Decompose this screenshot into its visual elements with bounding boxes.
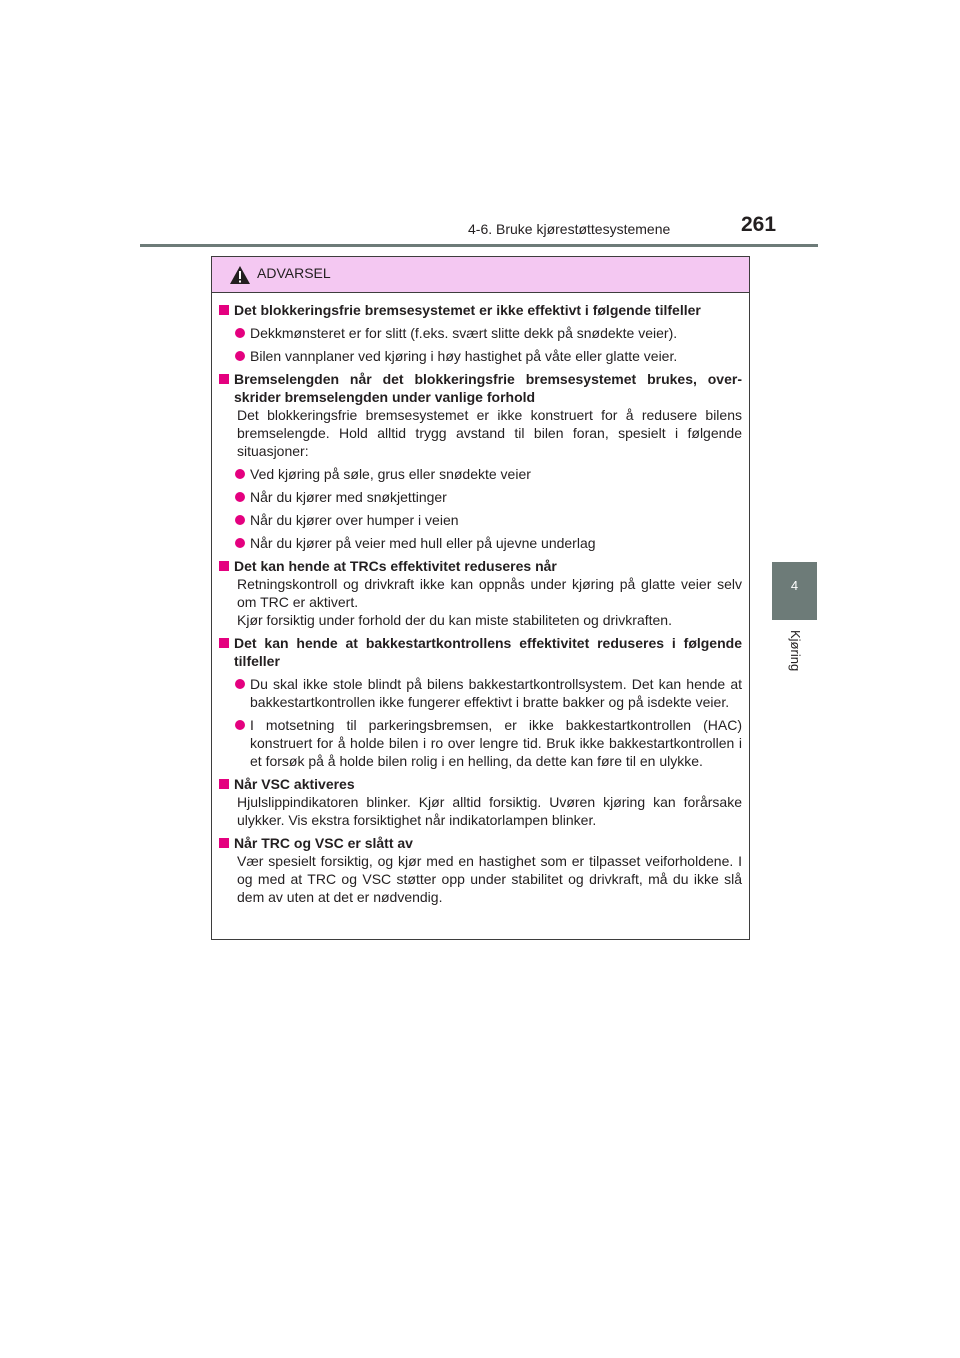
square-bullet-icon <box>219 374 229 384</box>
warning-bullet: Dekkmønsteret er for slitt (f.eks. svært slitte dekk på snødekte veier). <box>219 324 742 342</box>
warning-header <box>212 257 749 293</box>
warning-bullet: Når du kjører med snøkjettinger <box>219 488 742 506</box>
warning-item-text: Vær spesielt forsiktig, og kjør med en hastighet som er tilpasset veiforholdene. I og med at TRC og VSC støtter opp under stabilitet og drivkraft, må du ikke slå dem av uten at det er nødvendig. <box>237 853 742 905</box>
chapter-number: 4 <box>790 578 799 593</box>
warning-item-heading: Bremselengden når det blokkeringsfrie bremsesystemet brukes, over-skrider bremselengden under vanlige forhold <box>219 370 742 406</box>
round-bullet-icon <box>235 492 245 502</box>
chapter-label: Kjøring <box>788 630 803 672</box>
warning-item-heading: Det kan hende at bakkestartkontrollens effektivitet reduseres i følgende tilfeller <box>219 634 742 670</box>
square-bullet-icon <box>219 838 229 848</box>
warning-item-text: Kjør forsiktig under forhold der du kan miste stabiliteten og drivkraften. <box>237 612 672 628</box>
warning-item-heading: Det kan hende at TRCs effektivitet reduseres når <box>219 557 742 575</box>
chapter-tab <box>772 562 817 620</box>
warning-item-text: Retningskontroll og drivkraft ikke kan oppnås under kjøring på glatte veier selv om TRC er aktivert. <box>237 576 742 610</box>
warning-title: ADVARSEL <box>257 265 331 281</box>
round-bullet-icon <box>235 328 245 338</box>
warning-bullet: I motsetning til parkeringsbremsen, er ikke bakkestartkontrollen (HAC) konstruert for å holde bilen i ro over lengre tid. Bruk ikke bakkestartkontrollen i et forsøk på å holde bilen rolig i en helling, da dette kan føre til en ulykke. <box>219 716 742 770</box>
warning-bullet: Du skal ikke stole blindt på bilens bakkestartkontrollsystem. Det kan hende at bakkestartkontrollen ikke fungerer effektivt i bratte bakker og på isdekte veier. <box>219 675 742 711</box>
warning-triangle-icon <box>229 265 251 285</box>
warning-bullet: Når du kjører på veier med hull eller på ujevne underlag <box>219 534 742 552</box>
round-bullet-icon <box>235 515 245 525</box>
square-bullet-icon <box>219 305 229 315</box>
warning-bullet: Når du kjører over humper i veien <box>219 511 742 529</box>
round-bullet-icon <box>235 469 245 479</box>
square-bullet-icon <box>219 561 229 571</box>
round-bullet-icon <box>235 538 245 548</box>
warning-bullet: Ved kjøring på søle, grus eller snødekte veier <box>219 465 742 483</box>
warning-body <box>212 294 749 906</box>
warning-item-heading: Når TRC og VSC er slått av <box>219 834 742 852</box>
square-bullet-icon <box>219 779 229 789</box>
warning-item-text: Hjulslippindikatoren blinker. Kjør alltid forsiktig. Uvøren kjøring kan forårsake ulykker. Vis ekstra forsiktighet når indikatorlampen blinker. <box>237 794 742 828</box>
warning-box <box>211 256 750 940</box>
header-rule <box>140 244 818 247</box>
square-bullet-icon <box>219 638 229 648</box>
round-bullet-icon <box>235 720 245 730</box>
round-bullet-icon <box>235 351 245 361</box>
warning-item-text: Det blokkeringsfrie bremsesystemet er ikke konstruert for å redusere bilens bremselengde. Hold alltid trygg avstand til bilen foran, spesielt i følgende situasjoner: <box>237 407 742 459</box>
warning-item-heading: Når VSC aktiveres <box>219 775 742 793</box>
warning-item-heading: Det blokkeringsfrie bremsesystemet er ikke effektivt i følgende tilfeller <box>219 301 742 319</box>
warning-bullet: Bilen vannplaner ved kjøring i høy hastighet på våte eller glatte veier. <box>219 347 742 365</box>
chapter-label-wrap <box>783 630 809 690</box>
page-header-section: 4-6. Bruke kjørestøttesystemene <box>468 221 671 237</box>
round-bullet-icon <box>235 679 245 689</box>
page-number: 261 <box>741 213 777 236</box>
